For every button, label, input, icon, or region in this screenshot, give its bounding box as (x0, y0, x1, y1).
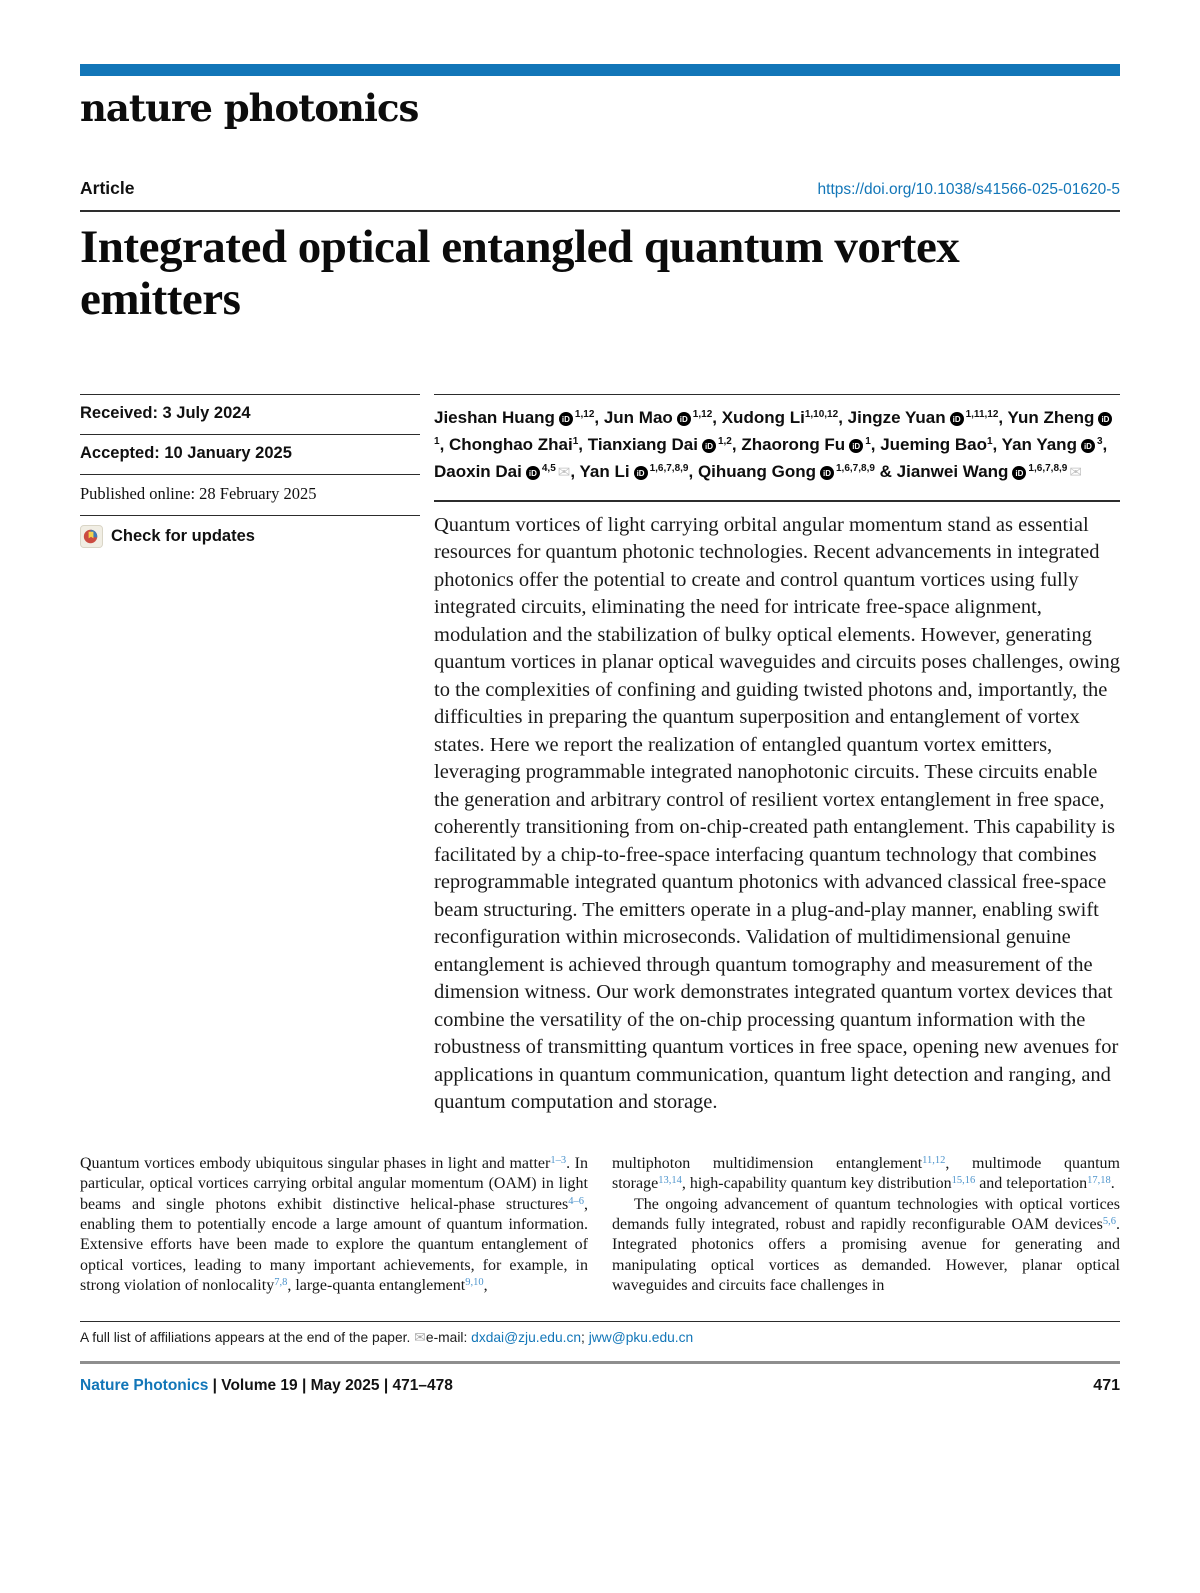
crossmark-icon (80, 525, 103, 548)
check-for-updates-button[interactable] (80, 515, 420, 548)
reference-link[interactable]: 15,16 (951, 1175, 976, 1187)
reference-link[interactable]: 5,6 (1102, 1216, 1116, 1228)
author-affiliation-sup: 1,2 (717, 435, 732, 447)
footer-volume-info: | Volume 19 | May 2025 | 471–478 (208, 1376, 453, 1394)
article-header-row (80, 178, 1120, 199)
title-divider (80, 210, 1120, 212)
published-date: Published online: 28 February 2025 (80, 474, 420, 515)
footer-divider (80, 1361, 1120, 1364)
affiliation-note: A full list of affiliations appears at the end of the paper. (80, 1329, 415, 1345)
meta-author-section (80, 394, 1120, 1117)
footer-citation (80, 1377, 453, 1395)
page-footer (80, 1377, 1120, 1395)
received-date: Received: 3 July 2024 (80, 394, 420, 434)
author-abstract-column (434, 394, 1120, 1117)
author-affiliation-sup: 1 (572, 435, 579, 447)
author-list: Jieshan Huang iD $^{1,12}$, Jun Mao iD $^{1,12}$, Xudong Li$^{1,10,12}$, Jingze Yuan iD $^{1,11,12}$, Yun Zheng $iD^1$, Chonghao Zhai$^1$, Tianxiang Dai iD $^{1,2}$, Zhaorong Fu iD $^1$, Jueming Bao$^1$, Yan Yang iD $^3$, Daoxin Dai iD $^{4,5}$ ✉, Yan Li iD $^{1,6,7,8,9}$, Qihuang Gong iD $^{1,6,7,8,9}$ & Jianwei Wang iD $^{1,6,7,8,9}$ ✉ (434, 394, 1120, 486)
author-name: Chonghao Zhai (449, 434, 573, 454)
email-label: e-mail: (425, 1329, 472, 1345)
body-paragraph: multiphoton multidimension entanglement$^{11,12}$, multimode quantum storage$^{13,14}$, high-capability quantum key distribution$^{15,16}$ and teleportation$^{17,18}$. (612, 1154, 1120, 1193)
reference-link[interactable]: 13,14 (658, 1175, 682, 1187)
author-name: Zhaorong Fu (741, 434, 846, 454)
author-affiliation-sup: 4,5 (541, 462, 556, 474)
author-affiliation-sup: 3 (1096, 435, 1103, 447)
page-number: 471 (1093, 1376, 1120, 1394)
author-affiliation-sup: 1 (434, 435, 440, 447)
author-name: Yan Yang (1001, 434, 1077, 454)
reference-link[interactable]: 11,12 (922, 1154, 946, 1166)
body-paragraph: The ongoing advancement of quantum technologies with optical vortices demands fully integrated, robust and rapidly reconfigurable OAM devices$^{5,6}$. Integrated photonics offers a promising avenue for generating and manipulating optical vortices as demanded. However, planar optical waveguides and circuits face challenges in (612, 1195, 1120, 1295)
email-separator: ; (581, 1329, 589, 1345)
author-affiliation-sup: 1,12 (692, 408, 713, 420)
check-for-updates-label: Check for updates (111, 526, 255, 545)
meta-column (80, 394, 420, 1117)
author-name: Jianwei Wang (896, 461, 1009, 481)
journal-logo: nature photonics (80, 86, 419, 130)
author-name: Yun Zheng (1007, 407, 1095, 427)
doi-link[interactable]: https://doi.org/10.1038/s41566-025-01620-5 (817, 180, 1120, 198)
orcid-icon[interactable]: iD (559, 412, 573, 426)
body-text-columns (80, 1154, 1120, 1297)
author-name: Daoxin Dai (434, 461, 522, 481)
body-column-left (80, 1154, 588, 1297)
author-name: Jieshan Huang (434, 407, 555, 427)
email-icon: ✉ (414, 1328, 426, 1345)
email-icon[interactable]: ✉ (557, 463, 571, 481)
orcid-icon[interactable]: iD (677, 412, 691, 426)
author-affiliation-sup: 1,6,7,8,9 (835, 462, 875, 474)
accepted-date: Accepted: 10 January 2025 (80, 434, 420, 474)
email-link-jww[interactable]: jww@pku.edu.cn (588, 1329, 694, 1345)
author-affiliation-sup: 1,12 (574, 408, 595, 420)
author-affiliation-sup: 1,6,7,8,9 (649, 462, 689, 474)
author-name: Jun Mao (603, 407, 673, 427)
author-affiliation-sup: 1,6,7,8,9 (1028, 462, 1068, 474)
email-icon[interactable]: ✉ (1069, 463, 1082, 481)
author-name: Jueming Bao (880, 434, 987, 454)
page-title: Integrated optical entangled quantum vortex emitters (80, 220, 960, 325)
body-column-right (612, 1154, 1120, 1297)
orcid-icon[interactable]: iD (702, 439, 716, 453)
article-type-label: Article (80, 177, 135, 198)
reference-link[interactable]: 17,18 (1087, 1175, 1111, 1187)
author-name: Xudong Li (721, 407, 805, 427)
reference-link[interactable]: 1–3 (550, 1154, 567, 1166)
reference-link[interactable]: 9,10 (465, 1277, 484, 1289)
orcid-icon[interactable]: iD (1012, 466, 1026, 480)
journal-link[interactable]: Nature Photonics (80, 1376, 209, 1394)
author-affiliation-sup: 1,10,12 (804, 408, 839, 420)
author-affiliation-sup: 1 (865, 435, 871, 447)
author-affiliation-sup: 1 (986, 435, 993, 447)
orcid-icon[interactable]: iD (1098, 412, 1112, 426)
reference-link[interactable]: 7,8 (274, 1277, 288, 1289)
orcid-icon[interactable]: iD (526, 466, 540, 480)
email-link-dxdai[interactable]: dxdai@zju.edu.cn (471, 1329, 582, 1345)
author-affiliation-sup: 1,11,12 (965, 408, 999, 420)
body-paragraph: Quantum vortices embody ubiquitous singular phases in light and matter$^{1-3}$. In particular, optical vortices carrying orbital angular momentum (OAM) in light beams and single photons exhibit distinctive helical-phase structures$^{4-6}$, enabling them to potentially encode a large amount of quantum information. Extensive efforts have been made to explore the quantum entanglement of optical vortices, leading to many important achievements, for example, in strong violation of nonlocality$^{7,8}$, large-quanta entanglement$^{9,10}$, (80, 1154, 589, 1295)
orcid-icon[interactable]: iD (820, 466, 834, 480)
author-name: Qihuang Gong (697, 461, 816, 481)
abstract-text: Quantum vortices of light carrying orbital angular momentum stand as essential resources for quantum photonic technologies. Recent advancements in integrated photonics offer the potential to create and control quantum vortices using fully integrated circuits, eliminating the need for intricate free-space alignment, modulation and the stabilization of bulky optical elements. However, generating quantum vortices in planar optical waveguides and circuits poses challenges, owing to the complexities of confining and guiding twisted photons and, importantly, the difficulties in preparing the quantum superposition and entanglement of vortex states. Here we report the realization of entangled quantum vortex emitters, leveraging programmable integrated nanophotonic circuits. These circuits enable the generation and arbitrary control of resilient vortex entanglement in free space, coherently transitioning from on-chip-created path entanglement. This capability is facilitated by a chip-to-free-space interfacing quantum technology that combines reprogrammable integrated quantum photonics with advanced classical free-space beam structuring. The emitters operate in a plug-and-play manner, enabling swift reconfiguration within microseconds. Validation of multidimensional genuine entanglement is achieved through quantum tomography and measurement of the dimension witness. Our work demonstrates integrated quantum vortex devices that combine the versatility of the on-chip processing quantum information with the robustness of transmitting quantum vortices in free space, opening new avenues for applications in quantum communication, quantum light detection and ranging, and quantum computation and storage. (434, 500, 1120, 1117)
author-name: Jingze Yuan (847, 407, 946, 427)
orcid-icon[interactable]: iD (950, 412, 964, 426)
orcid-icon[interactable]: iD (1081, 439, 1095, 453)
brand-color-bar (80, 64, 1120, 76)
orcid-icon[interactable]: iD (849, 439, 863, 453)
affiliation-footnote (80, 1322, 1120, 1346)
reference-link[interactable]: 4–6 (568, 1195, 584, 1207)
orcid-icon[interactable]: iD (634, 466, 648, 480)
author-name: Yan Li (579, 461, 630, 481)
author-name: Tianxiang Dai (587, 434, 698, 454)
